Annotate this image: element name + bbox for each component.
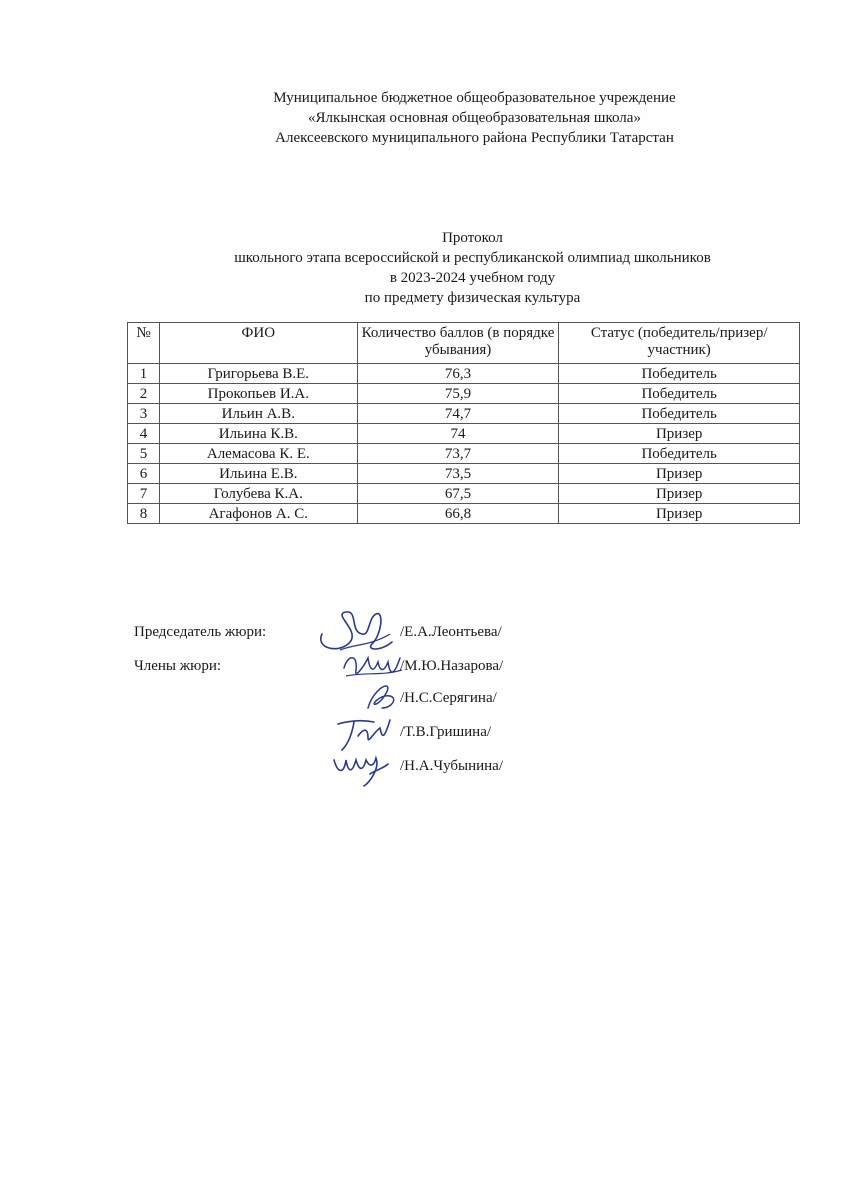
jury-signature-name: /Т.В.Гришина/: [400, 724, 492, 740]
row-num: 1: [128, 364, 160, 384]
row-name: Прокопьев И.А.: [159, 384, 357, 404]
jury-signature-name: /Е.А.Леонтьева/: [400, 624, 502, 640]
jury-signature-name: /Н.А.Чубынина/: [400, 758, 504, 774]
jury-signature-name: /Н.С.Серягина/: [400, 690, 497, 706]
handwritten-signature: [330, 746, 390, 790]
row-num: 5: [128, 444, 160, 464]
table-header-row: [128, 323, 800, 364]
row-name: Ильина К.В.: [159, 424, 357, 444]
row-status: Призер: [559, 424, 800, 444]
row-status: Победитель: [559, 404, 800, 424]
school-header: [0, 88, 849, 148]
row-score: 66,8: [357, 504, 559, 524]
row-status: Победитель: [559, 444, 800, 464]
row-status: Победитель: [559, 364, 800, 384]
row-score: 74,7: [357, 404, 559, 424]
row-name: Ильин А.В.: [159, 404, 357, 424]
row-num: 2: [128, 384, 160, 404]
row-num: 7: [128, 484, 160, 504]
header-line-2: «Ялкынская основная общеобразовательная школа»: [308, 110, 641, 126]
header-status: Статус (победитель/призер/участник): [559, 323, 800, 364]
row-name: Голубева К.А.: [159, 484, 357, 504]
protocol-line-4: по предмету физическая культура: [364, 290, 581, 306]
row-num: 6: [128, 464, 160, 484]
row-score: 67,5: [357, 484, 559, 504]
row-num: 3: [128, 404, 160, 424]
header-score: Количество баллов (в порядке убывания): [357, 323, 559, 364]
jury-signature-name: /М.Ю.Назарова/: [400, 658, 504, 674]
row-score: 76,3: [357, 364, 559, 384]
row-num: 4: [128, 424, 160, 444]
table-row: [128, 484, 800, 504]
results-table: [127, 322, 800, 524]
header-num: №: [128, 323, 160, 364]
table-row: [128, 444, 800, 464]
header-name: ФИО: [159, 323, 357, 364]
table-row: [128, 424, 800, 444]
row-status: Призер: [559, 484, 800, 504]
row-status: Победитель: [559, 384, 800, 404]
protocol-line-1: Протокол: [442, 230, 503, 246]
row-name: Агафонов А. С.: [159, 504, 357, 524]
table-row: [128, 504, 800, 524]
row-name: Григорьева В.Е.: [159, 364, 357, 384]
row-status: Призер: [559, 504, 800, 524]
protocol-line-3: в 2023-2024 учебном году: [389, 270, 556, 286]
table-row: [128, 404, 800, 424]
protocol-line-2: школьного этапа всероссийской и республиканской олимпиад школьников: [234, 250, 711, 266]
table-row: [128, 464, 800, 484]
jury-chair-label: Председатель жюри:: [134, 624, 267, 640]
table-row: [128, 364, 800, 384]
table-row: [128, 384, 800, 404]
row-score: 74: [357, 424, 559, 444]
row-score: 73,7: [357, 444, 559, 464]
jury-members-label: Члены жюри:: [134, 658, 222, 674]
row-name: Алемасова К. Е.: [159, 444, 357, 464]
row-name: Ильина Е.В.: [159, 464, 357, 484]
row-status: Призер: [559, 464, 800, 484]
header-line-3: Алексеевского муниципального района Республики Татарстан: [275, 130, 674, 146]
row-score: 73,5: [357, 464, 559, 484]
protocol-title: [0, 228, 849, 308]
header-line-1: Муниципальное бюджетное общеобразовательное учреждение: [273, 90, 676, 106]
row-score: 75,9: [357, 384, 559, 404]
handwritten-signature: [362, 680, 402, 714]
row-num: 8: [128, 504, 160, 524]
